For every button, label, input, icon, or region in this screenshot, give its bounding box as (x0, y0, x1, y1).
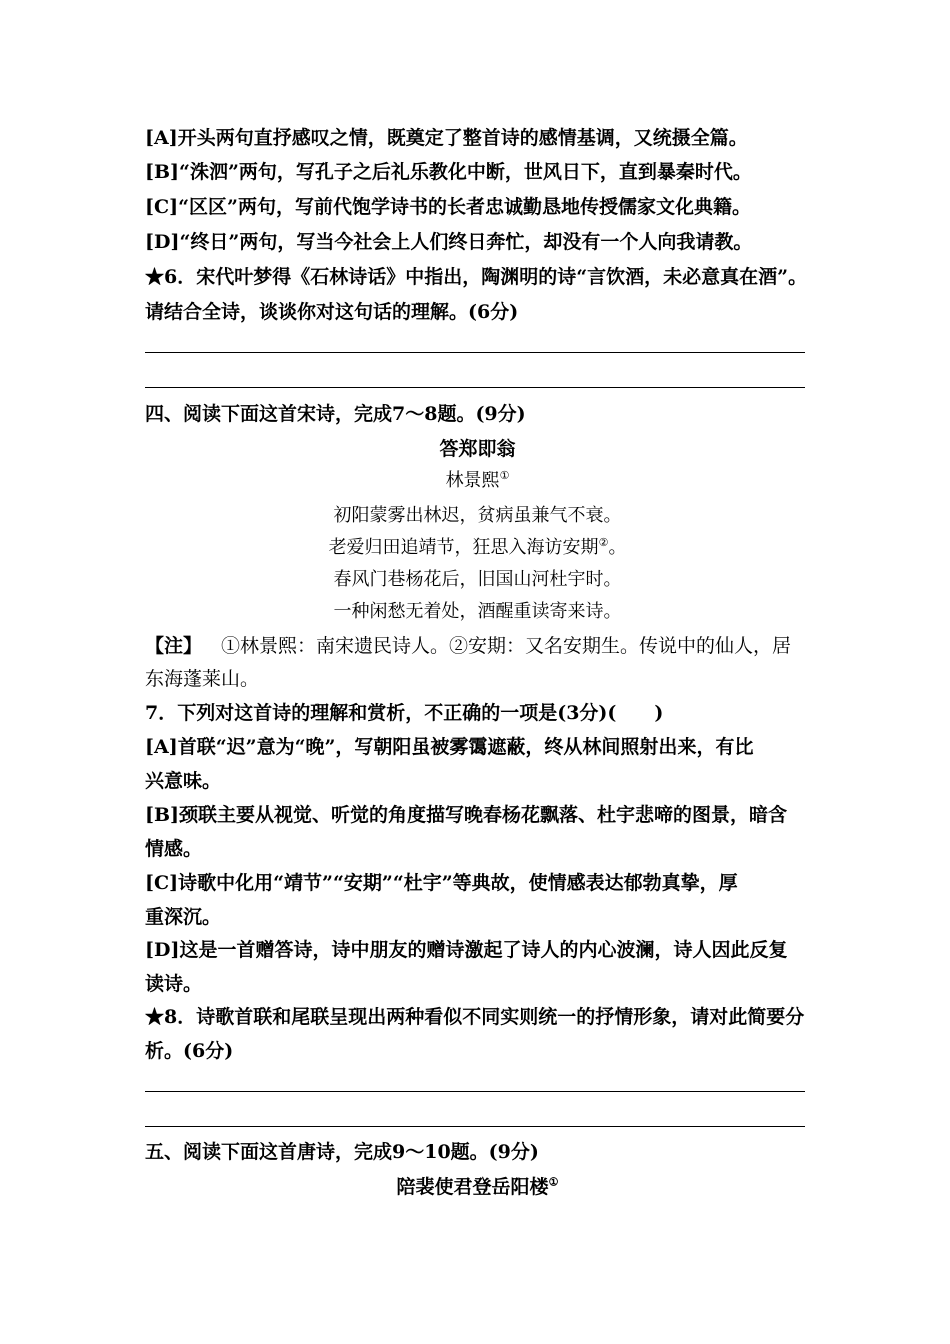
title-note-mark: ① (548, 1175, 559, 1189)
q8-question-line1: ★8．诗歌首联和尾联呈现出两种看似不同实则统一的抒情形象，请对此简要分 (145, 1006, 805, 1028)
q7-option-a-line1: [A]首联“迟”意为“晚”，写朝阳虽被雾霭遮蔽，终从林间照射出来，有比 (145, 736, 754, 758)
q7-option-d-line1: [D]这是一首赠答诗，诗中朋友的赠诗激起了诗人的内心波澜，诗人因此反复 (145, 939, 788, 961)
section4-heading: 四、阅读下面这首宋诗，完成7～8题。(9分) (145, 403, 526, 425)
q7-option-d-line2: 读诗。 (145, 973, 203, 995)
section5-heading: 五、阅读下面这首唐诗，完成9～10题。(9分) (145, 1141, 539, 1163)
section5-poem-title: 陪裴使君登岳阳楼① (396, 1175, 559, 1198)
q6-answer-line-1[interactable] (145, 352, 805, 353)
poem-line-2: 老爱归田追靖节，狂思入海访安期②。 (328, 536, 627, 558)
poem-line-4: 一种闲愁无着处，酒醒重读寄来诗。 (333, 601, 622, 622)
note-label: 【注】 (145, 635, 203, 657)
q7-option-c-line2: 重深沉。 (145, 906, 222, 928)
q7-stem: 7．下列对这首诗的理解和赏析，不正确的一项是(3分)( ) (145, 702, 664, 724)
poem-title: 答郑即翁 (439, 438, 516, 460)
poem-author: 林景熙① (445, 469, 510, 491)
poem-note-line2: 东海蓬莱山。 (145, 668, 260, 690)
q8-answer-line-1[interactable] (145, 1091, 805, 1092)
q6-question-line2: 请结合全诗，谈谈你对这句话的理解。(6分) (145, 301, 519, 323)
q8-answer-line-2[interactable] (145, 1126, 805, 1127)
poem-note-line1: 【注】 ①林景熙：南宋遗民诗人。②安期：又名安期生。传说中的仙人，居 (145, 635, 792, 657)
q7-option-b-line1: [B]颈联主要从视觉、听觉的角度描写晚春杨花飘落、杜宇悲啼的图景，暗含 (145, 804, 788, 826)
q7-option-b-line2: 情感。 (145, 838, 203, 860)
author-note-mark: ① (499, 469, 510, 482)
anqi-note-mark: ② (598, 536, 609, 549)
q5-option-b: [B]“洙泗”两句，写孔子之后礼乐教化中断，世风日下，直到暴秦时代。 (145, 161, 752, 183)
q5-option-c: [C]“区区”两句，写前代饱学诗书的长者忠诚勤恳地传授儒家文化典籍。 (145, 196, 751, 218)
poem-line-3: 春风门巷杨花后，旧国山河杜宇时。 (333, 569, 622, 590)
q7-option-a-line2: 兴意味。 (145, 770, 222, 792)
q7-option-c-line1: [C]诗歌中化用“靖节”“安期”“杜宇”等典故，使情感表达郁勃真挚，厚 (145, 872, 738, 894)
q5-option-d: [D]“终日”两句，写当今社会上人们终日奔忙，却没有一个人向我请教。 (145, 231, 753, 253)
poem-line-1: 初阳蒙雾出林迟，贫病虽兼气不衰。 (333, 505, 622, 526)
q8-question-line2: 析。(6分) (145, 1040, 234, 1062)
q6-question-line1: ★6．宋代叶梦得《石林诗话》中指出，陶渊明的诗“言饮酒，未必意真在酒”。 (145, 266, 808, 288)
q5-option-a: [A]开头两句直抒感叹之情，既奠定了整首诗的感情基调，又统摄全篇。 (145, 127, 748, 149)
q6-answer-line-2[interactable] (145, 387, 805, 388)
